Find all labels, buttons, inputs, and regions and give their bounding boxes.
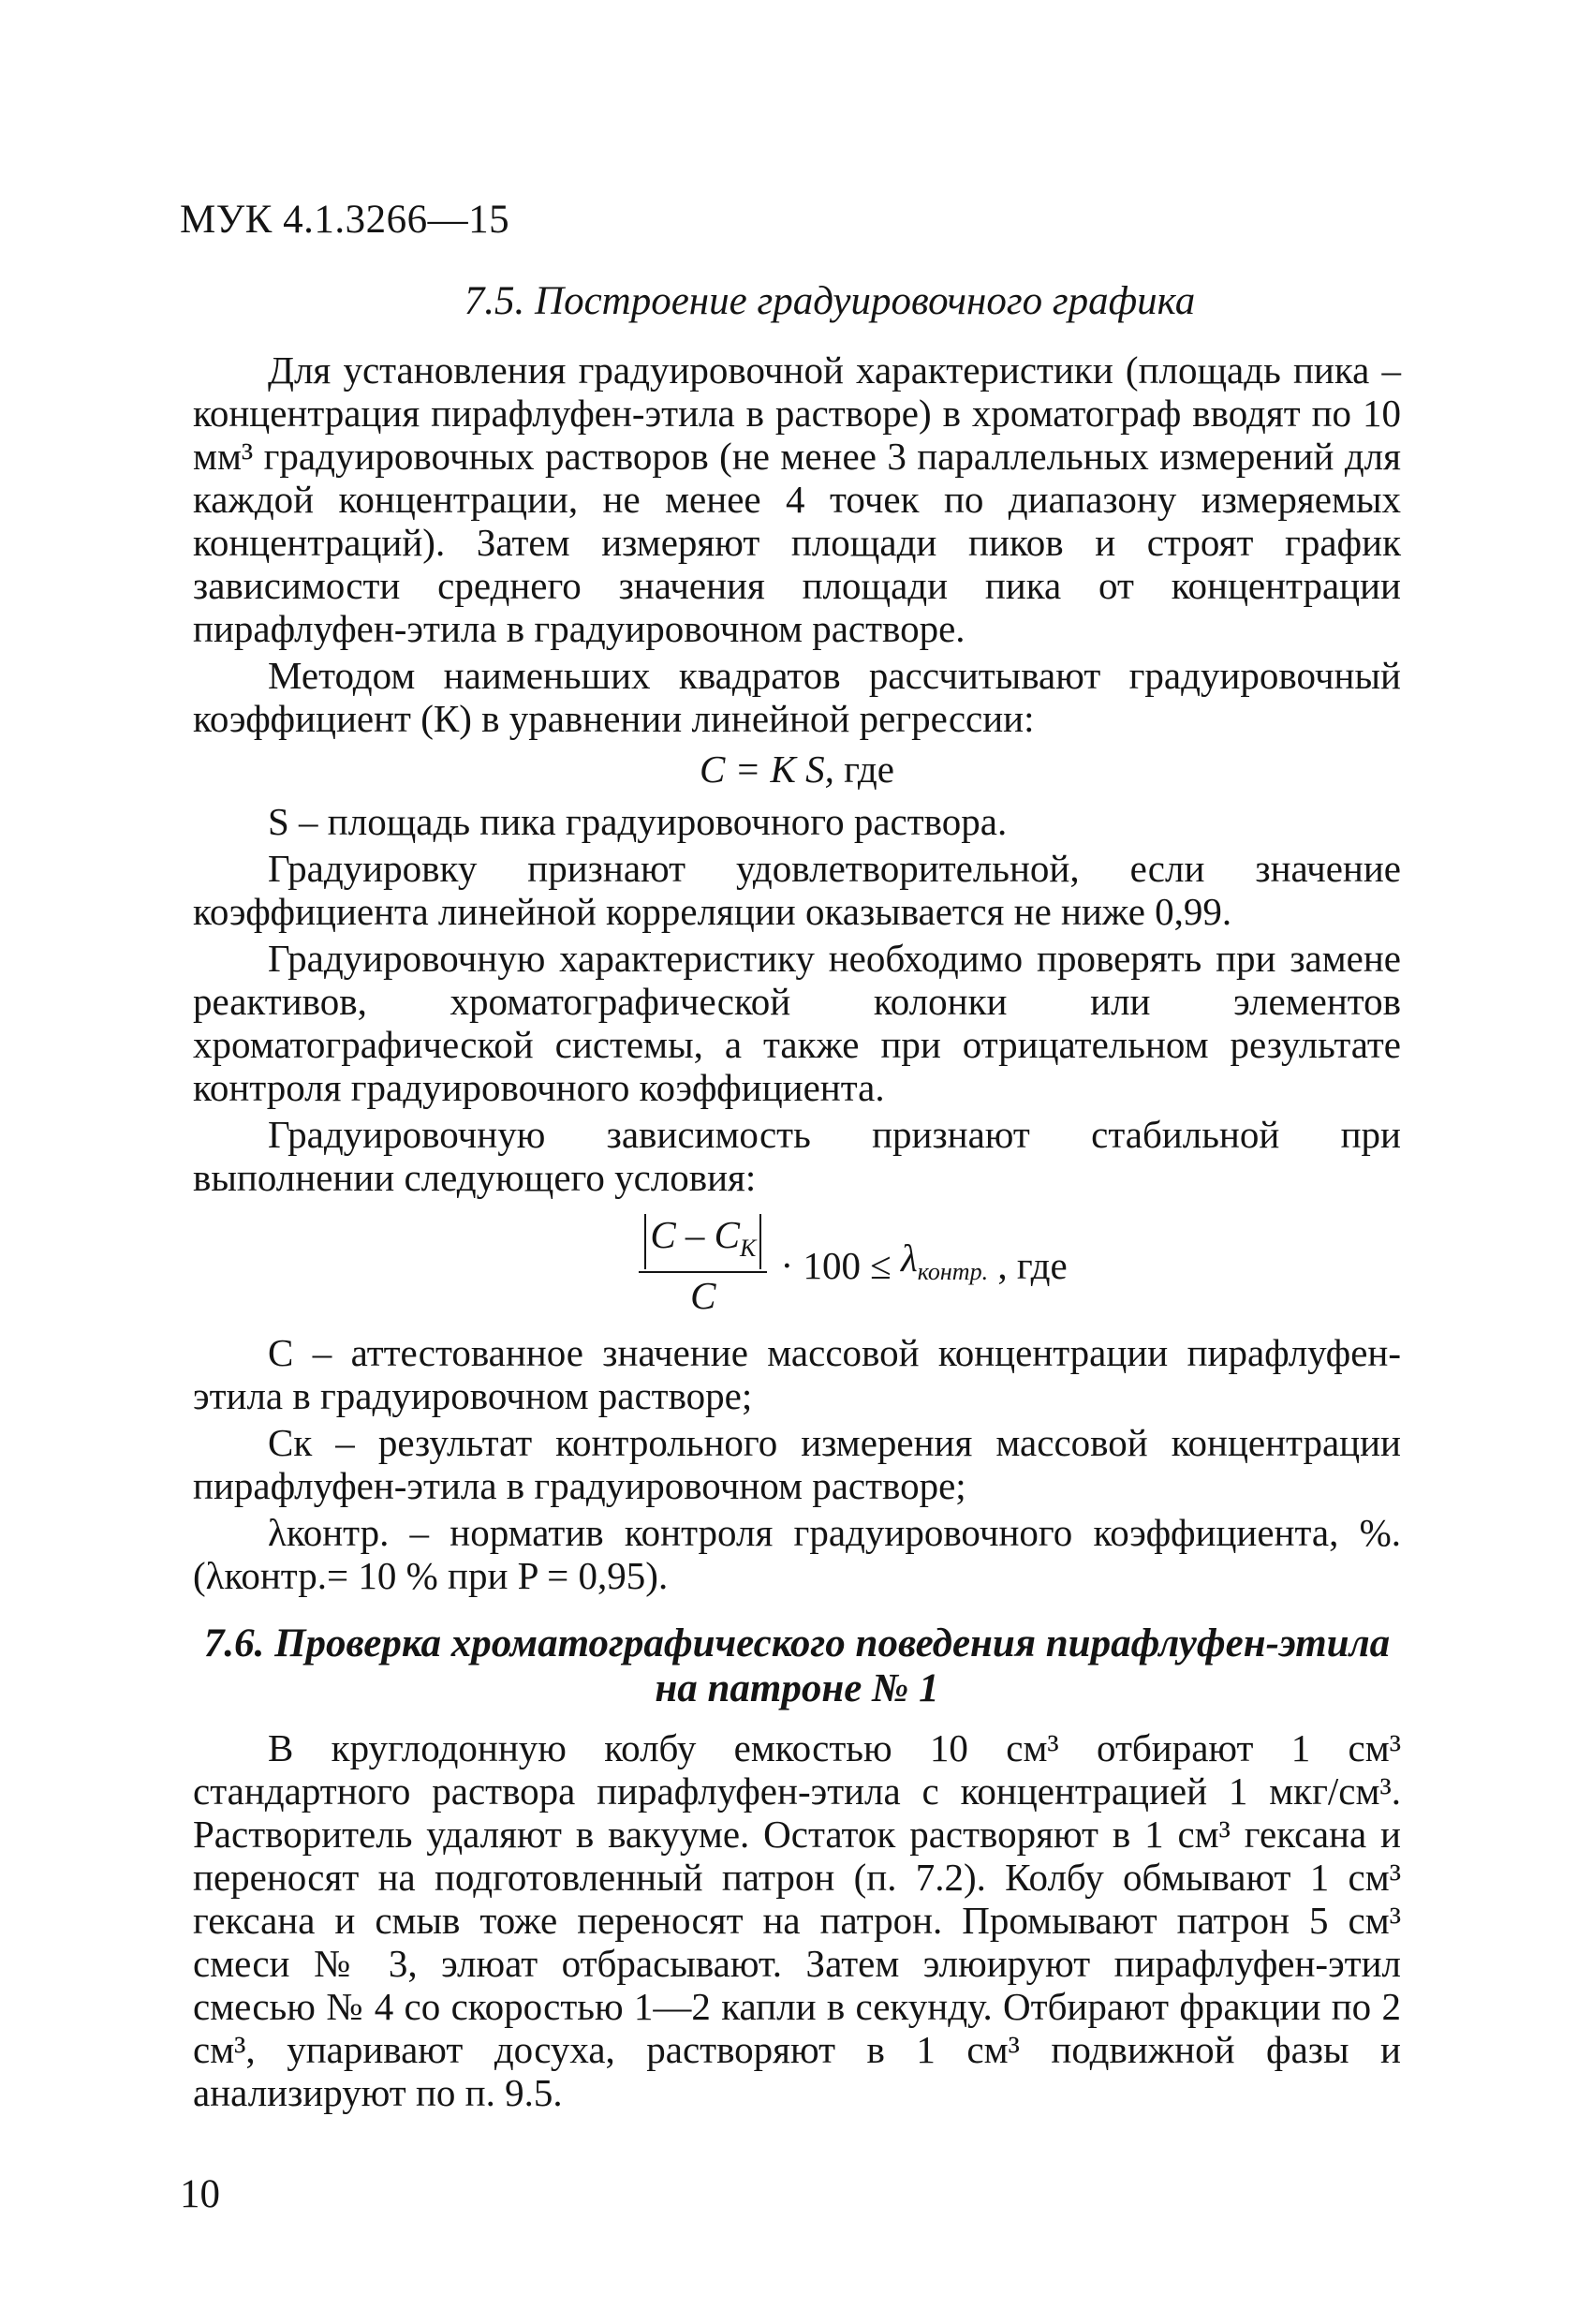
page-number: 10 — [180, 2172, 220, 2216]
lambda-subscript: контр. — [917, 1258, 989, 1286]
definition-c: C – аттестованное значение массовой концентрации пирафлуфен-этила в градуировочном растворе; — [193, 1331, 1401, 1418]
fraction-denominator: C — [690, 1274, 716, 1318]
lambda-char: λ — [900, 1236, 918, 1280]
page-content — [193, 279, 1401, 2118]
section-7-6-title-line-2: на патроне № 1 — [655, 1666, 939, 1711]
page-header-doc-code: МУК 4.1.3266—15 — [180, 198, 510, 242]
definition-lambda: λконтр. – норматив контроля градуировочного коэффициента, %. (λконтр.= 10 % при P = 0,95). — [193, 1511, 1401, 1598]
section-7-5-paragraph-4: Градуировку признают удовлетворительной, если значение коэффициента линейной корреляции оказывается не ниже 0,99. — [193, 847, 1401, 933]
stability-formula — [193, 1212, 1401, 1318]
fraction-numerator — [639, 1212, 767, 1271]
definition-ck: Cк – результат контрольного измерения массовой концентрации пирафлуфен-этила в градуировочном растворе; — [193, 1421, 1401, 1508]
numerator-subscript: К — [740, 1235, 757, 1263]
lambda-symbol — [901, 1236, 988, 1294]
stability-formula-middle: · 100 ≤ — [771, 1243, 901, 1287]
section-7-5-paragraph-1: Для установления градуировочной характеристики (площадь пика – концентрация пирафлуфен-этила в растворе) в хроматограф вводят по 10 мм³ градуировочных растворов (не менее 3 параллельных измерений для каждой концентрации, не менее 4 точек по диапазону измеряемых концентраций). Затем измеряют площади пиков и строят график зависимости среднего значения площади пика от концентрации пирафлуфен-этила в градуировочном растворе. — [193, 348, 1401, 650]
numerator-text: C – C — [650, 1213, 741, 1256]
stability-fraction — [639, 1212, 767, 1318]
regression-formula — [193, 748, 1401, 791]
regression-formula-suffix: где — [833, 748, 894, 791]
regression-formula-expression: C = K S, — [700, 748, 834, 791]
section-7-5-paragraph-5: Градуировочную характеристику необходимо проверять при замене реактивов, хроматографической колонки или элементов хроматографической системы, а также при отрицательном результате контроля градуировочного коэффициента. — [193, 937, 1401, 1109]
section-7-6-title-line-1: 7.6. Проверка хроматографического поведения пирафлуфен-этила — [203, 1621, 1391, 1666]
section-7-5-title: 7.5. Построение градуировочного графика — [464, 279, 1196, 323]
definition-s: S – площадь пика градуировочного раствора. — [268, 800, 1008, 843]
section-7-5-paragraph-6: Градуировочную зависимость признают стабильной при выполнении следующего условия: — [193, 1113, 1401, 1199]
section-spacer — [193, 1601, 1401, 1621]
section-7-6-paragraph-1: В круглодонную колбу емкостью 10 см³ отбирают 1 см³ стандартного раствора пирафлуфен-этила с концентрацией 1 мкг/см³. Растворитель удаляют в вакууме. Остаток растворяют в 1 см³ гексана и переносят на подготовленный патрон (п. 7.2). Колбу обмывают 1 см³ гексана и смыв тоже переносят на патрон. Промывают патрон 5 см³ смеси № 3, элюат отбрасывают. Затем элюируют пирафлуфен-этил смесью № 4 со скоростью 1—2 капли в секунду. Отбирают фракции по 2 см³, упаривают досуха, растворяют в 1 см³ подвижной фазы и анализируют по п. 9.5. — [193, 1726, 1401, 2115]
section-7-5-paragraph-2: Методом наименьших квадратов рассчитывают градуировочный коэффициент (К) в уравнении линейной регрессии: — [193, 654, 1401, 740]
stability-formula-suffix: , где — [988, 1243, 1068, 1287]
